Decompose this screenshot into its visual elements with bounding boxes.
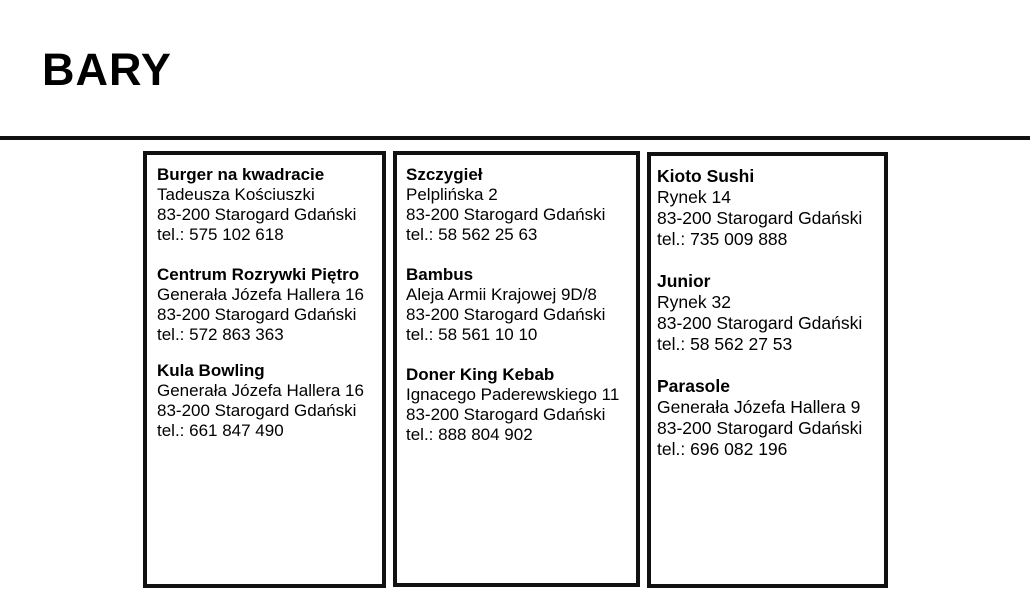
bar-phone[interactable]: tel.: 888 804 902 [406, 425, 533, 444]
bar-city: 83-200 Starogard Gdański [406, 205, 606, 224]
bar-phone[interactable]: tel.: 58 562 27 53 [657, 334, 793, 354]
bar-name: Kula Bowling [157, 361, 265, 380]
bar-phone[interactable]: tel.: 58 561 10 10 [406, 325, 538, 344]
bar-city: 83-200 Starogard Gdański [406, 305, 606, 324]
bar-street: Generała Józefa Hallera 9 [657, 397, 861, 417]
bar-name: Parasole [657, 376, 730, 396]
bar-city: 83-200 Starogard Gdański [657, 418, 863, 438]
bar-city: 83-200 Starogard Gdański [657, 208, 863, 228]
bar-street: Ignacego Paderewskiego 11 [406, 385, 620, 404]
bar-name: Doner King Kebab [406, 365, 555, 384]
bar-city: 83-200 Starogard Gdański [406, 405, 606, 424]
bar-entry [157, 165, 382, 245]
bar-phone[interactable]: tel.: 735 009 888 [657, 229, 788, 249]
bar-entry [406, 365, 636, 445]
bar-name: Bambus [406, 265, 474, 284]
bar-entry [157, 265, 382, 345]
bar-city: 83-200 Starogard Gdański [157, 401, 357, 420]
bar-street: Tadeusza Kościuszki [157, 185, 315, 204]
bar-city: 83-200 Starogard Gdański [157, 305, 357, 324]
bar-street: Rynek 14 [657, 187, 731, 207]
bar-name: Szczygieł [406, 165, 483, 184]
bar-phone[interactable]: tel.: 572 863 363 [157, 325, 284, 344]
bar-street: Pelplińska 2 [406, 185, 498, 204]
bar-entry [406, 265, 636, 345]
bar-street: Aleja Armii Krajowej 9D/8 [406, 285, 597, 304]
bar-street: Generała Józefa Hallera 16 [157, 285, 364, 304]
bar-entry [657, 271, 884, 355]
bar-column-2 [393, 151, 640, 587]
header-divider [0, 136, 1030, 140]
bar-entry [657, 166, 884, 250]
bar-entry [406, 165, 636, 245]
page-title: BARY [42, 44, 172, 95]
bar-street: Rynek 32 [657, 292, 731, 312]
bar-city: 83-200 Starogard Gdański [657, 313, 863, 333]
bar-column-3 [647, 152, 888, 588]
bar-name: Burger na kwadracie [157, 165, 325, 184]
bar-phone[interactable]: tel.: 696 082 196 [657, 439, 788, 459]
bar-entry [157, 361, 382, 441]
bar-phone[interactable]: tel.: 575 102 618 [157, 225, 284, 244]
bar-street: Generała Józefa Hallera 16 [157, 381, 364, 400]
bar-city: 83-200 Starogard Gdański [157, 205, 357, 224]
bar-name: Kioto Sushi [657, 166, 755, 186]
bar-phone[interactable]: tel.: 661 847 490 [157, 421, 284, 440]
bar-phone[interactable]: tel.: 58 562 25 63 [406, 225, 538, 244]
bar-column-1 [143, 151, 386, 588]
bar-name: Centrum Rozrywki Piętro [157, 265, 360, 284]
bar-name: Junior [657, 271, 711, 291]
bar-entry [657, 376, 884, 460]
